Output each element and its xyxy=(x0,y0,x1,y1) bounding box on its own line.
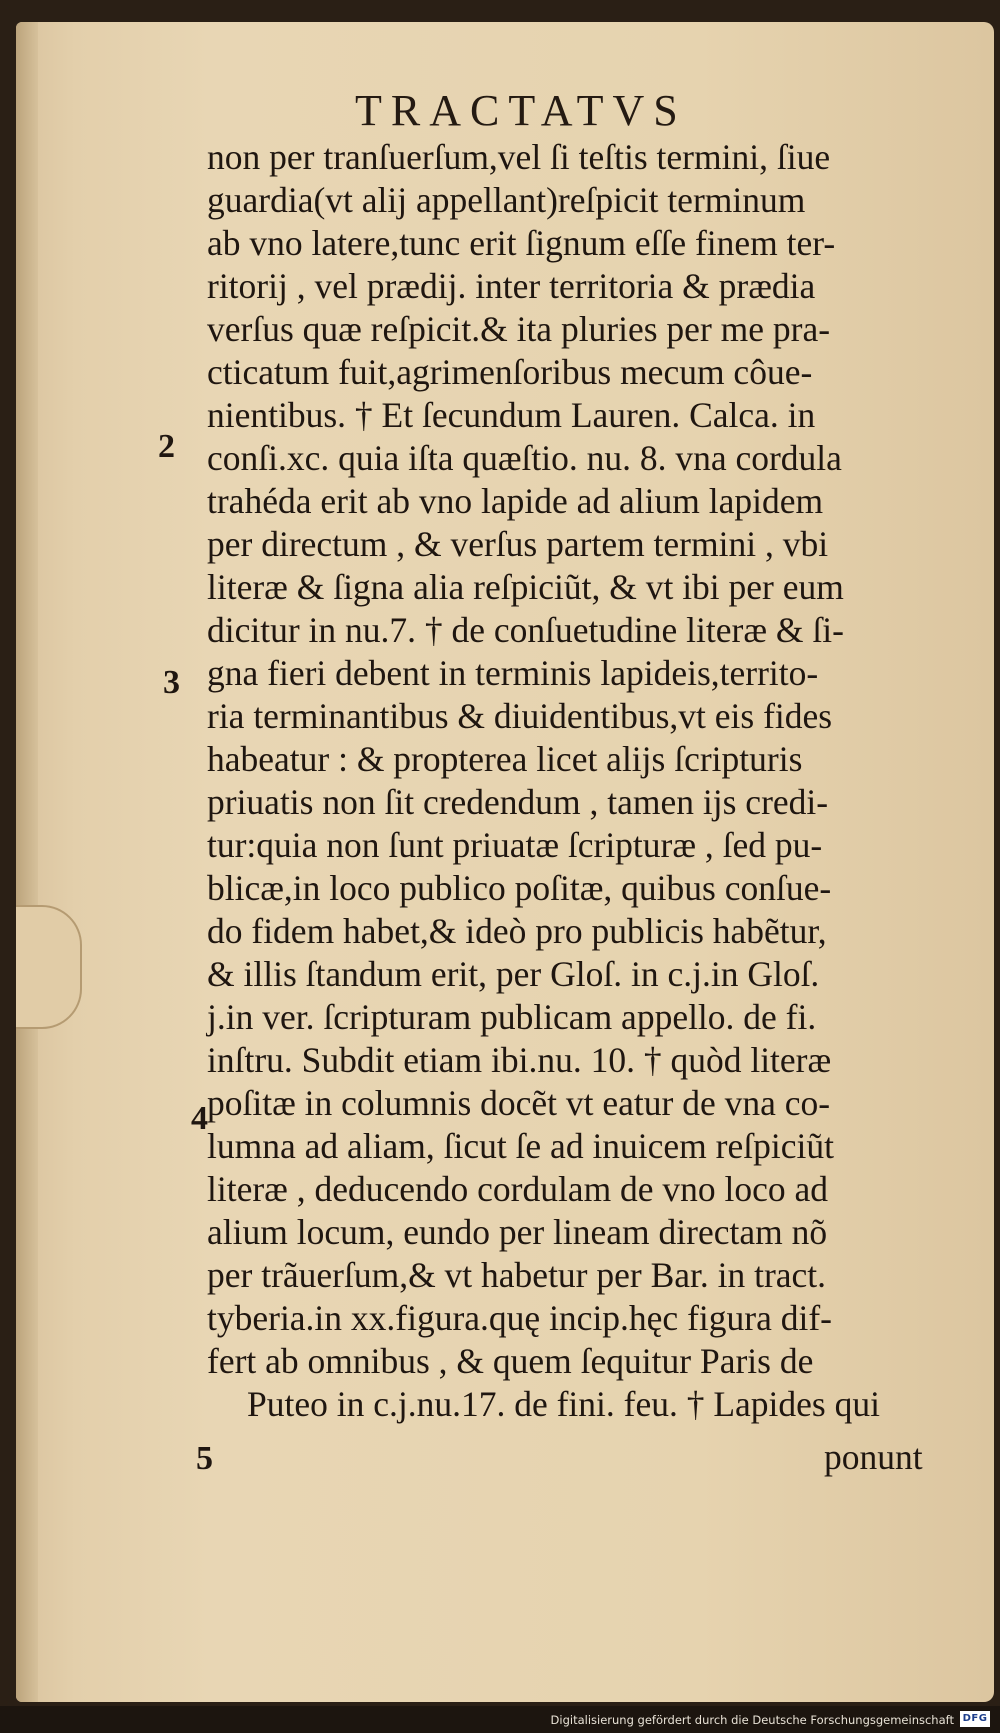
text-line: tur:quia non ſunt priuatæ ſcripturæ , ſed pu- xyxy=(207,825,823,865)
text-line: fert ab omnibus , & quem ſequitur Paris de xyxy=(207,1341,814,1381)
text-line: inſtru. Subdit etiam ibi.nu. 10. † quòd literæ xyxy=(207,1040,832,1080)
margin-number: 2 xyxy=(158,428,175,465)
text-line: trahéda erit ab vno lapide ad alium lapidem xyxy=(207,481,824,521)
text-line: per trãuerſum,& vt habetur per Bar. in tract. xyxy=(207,1255,827,1295)
text-line: habeatur : & propterea licet alijs ſcripturis xyxy=(207,739,803,779)
text-line: per directum , & verſus partem termini , vbi xyxy=(207,524,829,564)
text-line: tyberia.in xx.figura.quę incip.hęc figura dif- xyxy=(207,1298,832,1338)
margin-number: 4 xyxy=(191,1100,208,1137)
text-line: guardia(vt alij appellant)reſpicit terminum xyxy=(207,180,806,220)
margin-number: 5 xyxy=(196,1440,213,1477)
text-line: poſitæ in columnis docẽt vt eatur de vna co- xyxy=(207,1083,831,1123)
text-line: Puteo in c.j.nu.17. de fini. feu. † Lapides qui xyxy=(247,1384,880,1424)
text-line: ria terminantibus & diuidentibus,vt eis fides xyxy=(207,696,833,736)
text-line: do fidem habet,& ideò pro publicis habẽtur, xyxy=(207,911,827,951)
catchword: ponunt xyxy=(824,1437,923,1477)
text-line: nientibus. † Et ſecundum Lauren. Calca. in xyxy=(207,395,816,435)
page-gutter xyxy=(16,22,38,1702)
text-line: conſi.xc. quia iſta quæſtio. nu. 8. vna cordula xyxy=(207,438,842,478)
text-line: cticatum fuit,agrimenſoribus mecum côue- xyxy=(207,352,813,392)
text-line: verſus quæ reſpicit.& ita pluries per me pra- xyxy=(207,309,831,349)
text-line: ritorij , vel prædij. inter territoria & prædia xyxy=(207,266,816,306)
text-line: dicitur in nu.7. † de conſuetudine literæ & ſi- xyxy=(207,610,844,650)
page-tab-cutout xyxy=(16,905,82,1029)
text-line: blicæ,in loco publico poſitæ, quibus conſue- xyxy=(207,868,832,908)
text-line: ab vno latere,tunc erit ſignum eſſe finem ter- xyxy=(207,223,836,263)
text-line: & illis ſtandum erit, per Gloſ. in c.j.in Gloſ. xyxy=(207,954,820,994)
text-line: j.in ver. ſcripturam publicam appello. de fi. xyxy=(207,997,817,1037)
text-line: alium locum, eundo per lineam directam nõ xyxy=(207,1212,828,1252)
text-line: priuatis non ſit credendum , tamen ijs credi- xyxy=(207,782,829,822)
text-line: literæ , deducendo cordulam de vno loco ad xyxy=(207,1169,829,1209)
text-line: literæ & ſigna alia reſpiciũt, & vt ibi per eum xyxy=(207,567,844,607)
margin-number: 3 xyxy=(163,664,180,701)
dfg-logo: DFG xyxy=(960,1711,990,1727)
text-line: gna fieri debent in terminis lapideis,territo- xyxy=(207,653,819,693)
running-head: TRACTATVS xyxy=(355,86,687,135)
text-line: non per tranſuerſum,vel ſi teſtis termini, ſiue xyxy=(207,137,831,177)
text-line: lumna ad aliam, ſicut ſe ad inuicem reſpiciũt xyxy=(207,1126,834,1166)
footer-credit: Digitalisierung gefördert durch die Deutsche Forschungsgemeinschaft xyxy=(550,1713,954,1727)
